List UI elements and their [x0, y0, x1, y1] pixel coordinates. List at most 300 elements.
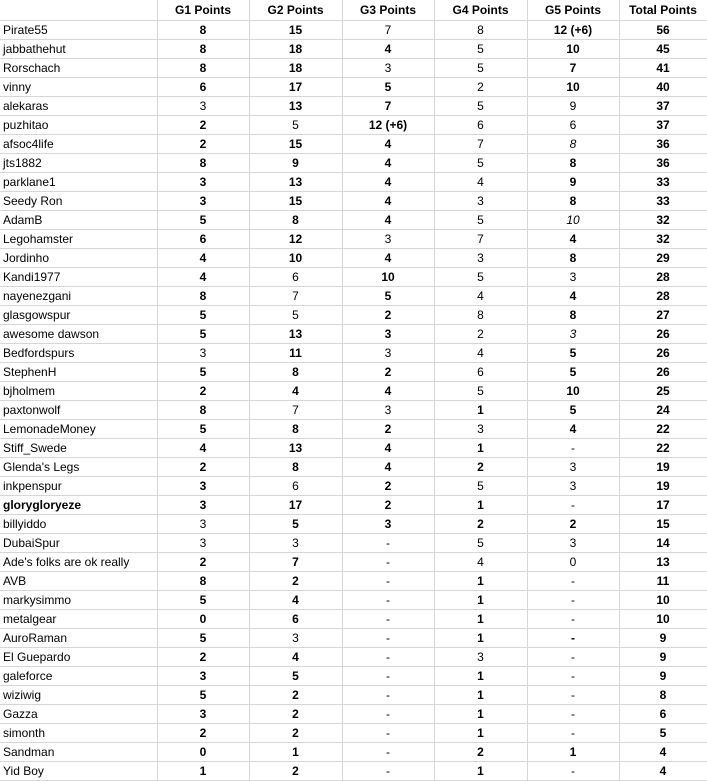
g5-points-cell[interactable]: 5 — [527, 343, 619, 362]
g2-points-cell[interactable]: 5 — [249, 666, 342, 685]
g1-points-cell[interactable]: 2 — [157, 552, 249, 571]
g3-points-cell[interactable]: 10 — [342, 267, 434, 286]
g1-points-cell[interactable]: 8 — [157, 286, 249, 305]
table-row — [0, 609, 707, 628]
total-points-cell[interactable]: 25 — [619, 381, 707, 400]
g4-points-cell[interactable]: 3 — [434, 191, 527, 210]
g2-points-cell[interactable]: 13 — [249, 438, 342, 457]
total-points-cell[interactable]: 4 — [619, 761, 707, 780]
g5-points-cell[interactable]: - — [527, 761, 619, 780]
g1-points-cell[interactable]: 5 — [157, 590, 249, 609]
player-name[interactable]: alekaras — [0, 96, 157, 115]
g2-points-cell[interactable]: 13 — [249, 172, 342, 191]
g2-points-cell[interactable]: 18 — [249, 58, 342, 77]
g4-points-cell[interactable]: 2 — [434, 514, 527, 533]
g4-points-cell[interactable]: 5 — [434, 153, 527, 172]
table-row — [0, 514, 707, 533]
g4-points-cell[interactable]: 1 — [434, 590, 527, 609]
total-points-cell[interactable]: 4 — [619, 742, 707, 761]
g3-points-cell[interactable]: - — [342, 628, 434, 647]
g2-points-cell[interactable]: 13 — [249, 96, 342, 115]
header-g1-points[interactable]: G1 Points — [157, 0, 249, 20]
g5-points-cell[interactable]: - — [527, 609, 619, 628]
header-total-points[interactable]: Total Points — [619, 0, 707, 20]
table-row — [0, 533, 707, 552]
g4-points-cell[interactable]: 1 — [434, 761, 527, 780]
table-row — [0, 438, 707, 457]
header-g5-points[interactable]: G5 Points — [527, 0, 619, 20]
table-row — [0, 134, 707, 153]
player-name[interactable]: vinny — [0, 77, 157, 96]
g1-points-cell[interactable]: 8 — [157, 58, 249, 77]
player-name[interactable]: wiziwig — [0, 685, 157, 704]
player-name[interactable]: nayenezgani — [0, 286, 157, 305]
g3-points-cell[interactable]: - — [342, 571, 434, 590]
g4-points-cell[interactable]: 1 — [434, 704, 527, 723]
g3-points-cell[interactable]: 2 — [342, 419, 434, 438]
g4-points-cell[interactable]: 5 — [434, 533, 527, 552]
g5-points-cell[interactable]: 12 (+6) — [527, 20, 619, 39]
player-name[interactable]: Rorschach — [0, 58, 157, 77]
g3-points-cell[interactable]: 3 — [342, 343, 434, 362]
header-g4-points[interactable]: G4 Points — [434, 0, 527, 20]
g5-points-cell[interactable]: - — [527, 628, 619, 647]
g5-points-cell[interactable]: 3 — [527, 457, 619, 476]
g4-points-cell[interactable]: 5 — [434, 58, 527, 77]
g5-points-cell[interactable]: 1 — [527, 742, 619, 761]
header-g3-points[interactable]: G3 Points — [342, 0, 434, 20]
g3-points-cell[interactable]: - — [342, 704, 434, 723]
player-name[interactable]: paxtonwolf — [0, 400, 157, 419]
g2-points-cell[interactable]: 11 — [249, 343, 342, 362]
g2-points-cell[interactable]: 10 — [249, 248, 342, 267]
total-points-cell[interactable]: 33 — [619, 191, 707, 210]
g1-points-cell[interactable]: 4 — [157, 248, 249, 267]
total-points-cell[interactable]: 40 — [619, 77, 707, 96]
g3-points-cell[interactable]: 4 — [342, 457, 434, 476]
total-points-cell[interactable]: 27 — [619, 305, 707, 324]
g5-points-cell[interactable]: 10 — [527, 39, 619, 58]
g2-points-cell[interactable]: 1 — [249, 742, 342, 761]
g5-points-cell[interactable]: - — [527, 495, 619, 514]
g2-points-cell[interactable]: 7 — [249, 552, 342, 571]
g2-points-cell[interactable]: 8 — [249, 210, 342, 229]
g2-points-cell[interactable]: 15 — [249, 20, 342, 39]
g3-points-cell[interactable]: 2 — [342, 495, 434, 514]
g3-points-cell[interactable]: - — [342, 666, 434, 685]
g3-points-cell[interactable]: - — [342, 742, 434, 761]
g1-points-cell[interactable]: 3 — [157, 191, 249, 210]
total-points-cell[interactable]: 22 — [619, 419, 707, 438]
player-name[interactable]: AdamB — [0, 210, 157, 229]
g5-points-cell[interactable]: - — [527, 704, 619, 723]
g5-points-cell[interactable]: 4 — [527, 286, 619, 305]
player-name[interactable]: simonth — [0, 723, 157, 742]
g4-points-cell[interactable]: 3 — [434, 248, 527, 267]
g5-points-cell[interactable]: 4 — [527, 419, 619, 438]
g1-points-cell[interactable]: 3 — [157, 533, 249, 552]
g3-points-cell[interactable]: - — [342, 685, 434, 704]
g5-points-cell[interactable]: 0 — [527, 552, 619, 571]
g4-points-cell[interactable]: 5 — [434, 476, 527, 495]
g2-points-cell[interactable]: 8 — [249, 419, 342, 438]
g2-points-cell[interactable]: 17 — [249, 495, 342, 514]
total-points-cell[interactable]: 26 — [619, 343, 707, 362]
player-name[interactable]: afsoc4life — [0, 134, 157, 153]
player-name[interactable]: AuroRaman — [0, 628, 157, 647]
g1-points-cell[interactable]: 3 — [157, 495, 249, 514]
g1-points-cell[interactable]: 4 — [157, 267, 249, 286]
g2-points-cell[interactable]: 6 — [249, 267, 342, 286]
total-points-cell[interactable]: 33 — [619, 172, 707, 191]
total-points-cell[interactable]: 37 — [619, 115, 707, 134]
player-name[interactable]: parklane1 — [0, 172, 157, 191]
g3-points-cell[interactable]: - — [342, 552, 434, 571]
g2-points-cell[interactable]: 5 — [249, 305, 342, 324]
player-name[interactable]: puzhitao — [0, 115, 157, 134]
player-name[interactable]: Pirate55 — [0, 20, 157, 39]
table-row — [0, 58, 707, 77]
g4-points-cell[interactable]: 2 — [434, 742, 527, 761]
header-name[interactable] — [0, 0, 157, 20]
total-points-cell[interactable]: 15 — [619, 514, 707, 533]
total-points-cell[interactable]: 56 — [619, 20, 707, 39]
g5-points-cell[interactable]: - — [527, 666, 619, 685]
g4-points-cell[interactable]: 6 — [434, 115, 527, 134]
player-name[interactable]: jts1882 — [0, 153, 157, 172]
g1-points-cell[interactable]: 5 — [157, 305, 249, 324]
g3-points-cell[interactable]: 7 — [342, 20, 434, 39]
g2-points-cell[interactable]: 7 — [249, 400, 342, 419]
total-points-cell[interactable]: 19 — [619, 457, 707, 476]
g5-points-cell[interactable]: - — [527, 438, 619, 457]
g1-points-cell[interactable]: 3 — [157, 96, 249, 115]
g3-points-cell[interactable]: 3 — [342, 229, 434, 248]
player-name[interactable]: El Guepardo — [0, 647, 157, 666]
player-name[interactable]: Gazza — [0, 704, 157, 723]
player-name[interactable]: Ade's folks are ok really — [0, 552, 157, 571]
g3-points-cell[interactable]: - — [342, 609, 434, 628]
g1-points-cell[interactable]: 2 — [157, 381, 249, 400]
g4-points-cell[interactable]: 5 — [434, 381, 527, 400]
g1-points-cell[interactable]: 8 — [157, 153, 249, 172]
total-points-cell[interactable]: 37 — [619, 96, 707, 115]
player-name[interactable]: glorygloryeze — [0, 495, 157, 514]
g5-points-cell[interactable]: - — [527, 647, 619, 666]
g3-points-cell[interactable]: 4 — [342, 191, 434, 210]
g2-points-cell[interactable]: 3 — [249, 628, 342, 647]
total-points-cell[interactable]: 5 — [619, 723, 707, 742]
g5-points-cell[interactable]: 8 — [527, 305, 619, 324]
total-points-cell[interactable]: 36 — [619, 153, 707, 172]
g5-points-cell[interactable]: 3 — [527, 476, 619, 495]
g5-points-cell[interactable]: - — [527, 685, 619, 704]
g4-points-cell[interactable]: 1 — [434, 438, 527, 457]
g1-points-cell[interactable]: 5 — [157, 210, 249, 229]
total-points-cell[interactable]: 6 — [619, 704, 707, 723]
g2-points-cell[interactable]: 2 — [249, 571, 342, 590]
header-g2-points[interactable]: G2 Points — [249, 0, 342, 20]
g4-points-cell[interactable]: 2 — [434, 457, 527, 476]
g1-points-cell[interactable]: 3 — [157, 172, 249, 191]
total-points-cell[interactable]: 17 — [619, 495, 707, 514]
g5-points-cell[interactable]: 7 — [527, 58, 619, 77]
g1-points-cell[interactable]: 3 — [157, 476, 249, 495]
g1-points-cell[interactable]: 2 — [157, 115, 249, 134]
g2-points-cell[interactable]: 4 — [249, 381, 342, 400]
g4-points-cell[interactable]: 4 — [434, 552, 527, 571]
g3-points-cell[interactable]: 3 — [342, 400, 434, 419]
g5-points-cell[interactable]: 3 — [527, 324, 619, 343]
g4-points-cell[interactable]: 6 — [434, 362, 527, 381]
g2-points-cell[interactable]: 4 — [249, 647, 342, 666]
player-name[interactable]: AVB — [0, 571, 157, 590]
g1-points-cell[interactable]: 0 — [157, 609, 249, 628]
g1-points-cell[interactable]: 8 — [157, 400, 249, 419]
g5-points-cell[interactable]: 2 — [527, 514, 619, 533]
g5-points-cell[interactable]: - — [527, 571, 619, 590]
g4-points-cell[interactable]: 5 — [434, 267, 527, 286]
player-name[interactable]: DubaiSpur — [0, 533, 157, 552]
g2-points-cell[interactable]: 2 — [249, 723, 342, 742]
player-name[interactable]: billyiddo — [0, 514, 157, 533]
g1-points-cell[interactable]: 3 — [157, 666, 249, 685]
total-points-cell[interactable]: 13 — [619, 552, 707, 571]
g5-points-cell[interactable]: 10 — [527, 210, 619, 229]
total-points-cell[interactable]: 24 — [619, 400, 707, 419]
player-name[interactable]: StephenH — [0, 362, 157, 381]
g2-points-cell[interactable]: 7 — [249, 286, 342, 305]
g4-points-cell[interactable]: 5 — [434, 96, 527, 115]
g1-points-cell[interactable]: 8 — [157, 20, 249, 39]
player-name[interactable]: Kandi1977 — [0, 267, 157, 286]
g3-points-cell[interactable]: 12 (+6) — [342, 115, 434, 134]
g4-points-cell[interactable]: 1 — [434, 666, 527, 685]
g5-points-cell[interactable]: 8 — [527, 153, 619, 172]
g3-points-cell[interactable]: 4 — [342, 381, 434, 400]
g1-points-cell[interactable]: 4 — [157, 438, 249, 457]
g3-points-cell[interactable]: 2 — [342, 362, 434, 381]
player-name[interactable]: LemonadeMoney — [0, 419, 157, 438]
g4-points-cell[interactable]: 8 — [434, 20, 527, 39]
g1-points-cell[interactable]: 8 — [157, 571, 249, 590]
g3-points-cell[interactable]: 4 — [342, 248, 434, 267]
g5-points-cell[interactable]: 5 — [527, 400, 619, 419]
total-points-cell[interactable]: 28 — [619, 267, 707, 286]
total-points-cell[interactable]: 14 — [619, 533, 707, 552]
g2-points-cell[interactable]: 8 — [249, 457, 342, 476]
total-points-cell[interactable]: 9 — [619, 647, 707, 666]
g4-points-cell[interactable]: 1 — [434, 723, 527, 742]
g5-points-cell[interactable]: - — [527, 723, 619, 742]
total-points-cell[interactable]: 8 — [619, 685, 707, 704]
g5-points-cell[interactable]: 10 — [527, 77, 619, 96]
g5-points-cell[interactable]: 5 — [527, 362, 619, 381]
g4-points-cell[interactable]: 4 — [434, 286, 527, 305]
g1-points-cell[interactable]: 3 — [157, 343, 249, 362]
g5-points-cell[interactable]: 6 — [527, 115, 619, 134]
g1-points-cell[interactable]: 3 — [157, 514, 249, 533]
g3-points-cell[interactable]: 4 — [342, 438, 434, 457]
g2-points-cell[interactable]: 2 — [249, 704, 342, 723]
g3-points-cell[interactable]: 3 — [342, 514, 434, 533]
player-name[interactable]: jabbathehut — [0, 39, 157, 58]
total-points-cell[interactable]: 45 — [619, 39, 707, 58]
g3-points-cell[interactable]: 7 — [342, 96, 434, 115]
g2-points-cell[interactable]: 13 — [249, 324, 342, 343]
total-points-cell[interactable]: 9 — [619, 628, 707, 647]
g3-points-cell[interactable]: 4 — [342, 39, 434, 58]
player-name[interactable]: galeforce — [0, 666, 157, 685]
g5-points-cell[interactable]: 3 — [527, 267, 619, 286]
g3-points-cell[interactable]: - — [342, 723, 434, 742]
player-name[interactable]: Legohamster — [0, 229, 157, 248]
total-points-cell[interactable]: 29 — [619, 248, 707, 267]
total-points-cell[interactable]: 28 — [619, 286, 707, 305]
total-points-cell[interactable]: 9 — [619, 666, 707, 685]
g3-points-cell[interactable]: 3 — [342, 58, 434, 77]
g5-points-cell[interactable]: 10 — [527, 381, 619, 400]
player-name[interactable]: Stiff_Swede — [0, 438, 157, 457]
g4-points-cell[interactable]: 5 — [434, 210, 527, 229]
table-row — [0, 571, 707, 590]
g2-points-cell[interactable]: 15 — [249, 134, 342, 153]
player-name[interactable]: bjholmem — [0, 381, 157, 400]
player-name[interactable]: Jordinho — [0, 248, 157, 267]
total-points-cell[interactable]: 32 — [619, 229, 707, 248]
g1-points-cell[interactable]: 5 — [157, 419, 249, 438]
g3-points-cell[interactable]: - — [342, 590, 434, 609]
table-row — [0, 343, 707, 362]
g1-points-cell[interactable]: 5 — [157, 324, 249, 343]
g3-points-cell[interactable]: 2 — [342, 305, 434, 324]
g3-points-cell[interactable]: 4 — [342, 172, 434, 191]
g5-points-cell[interactable]: 9 — [527, 172, 619, 191]
g4-points-cell[interactable]: 1 — [434, 685, 527, 704]
total-points-cell[interactable]: 22 — [619, 438, 707, 457]
g2-points-cell[interactable]: 15 — [249, 191, 342, 210]
g3-points-cell[interactable]: 3 — [342, 324, 434, 343]
g2-points-cell[interactable]: 5 — [249, 514, 342, 533]
g5-points-cell[interactable]: 4 — [527, 229, 619, 248]
g4-points-cell[interactable]: 3 — [434, 647, 527, 666]
g3-points-cell[interactable]: 4 — [342, 153, 434, 172]
g2-points-cell[interactable]: 5 — [249, 115, 342, 134]
g4-points-cell[interactable]: 5 — [434, 39, 527, 58]
table-row — [0, 39, 707, 58]
g4-points-cell[interactable]: 4 — [434, 172, 527, 191]
player-name[interactable]: Bedfordspurs — [0, 343, 157, 362]
g3-points-cell[interactable]: 5 — [342, 286, 434, 305]
g1-points-cell[interactable]: 3 — [157, 704, 249, 723]
g4-points-cell[interactable]: 1 — [434, 495, 527, 514]
g2-points-cell[interactable]: 9 — [249, 153, 342, 172]
g3-points-cell[interactable]: 4 — [342, 210, 434, 229]
g2-points-cell[interactable]: 12 — [249, 229, 342, 248]
g3-points-cell[interactable]: - — [342, 533, 434, 552]
g5-points-cell[interactable]: 9 — [527, 96, 619, 115]
g2-points-cell[interactable]: 6 — [249, 476, 342, 495]
player-name[interactable]: Glenda's Legs — [0, 457, 157, 476]
g1-points-cell[interactable]: 2 — [157, 723, 249, 742]
g1-points-cell[interactable]: 2 — [157, 457, 249, 476]
g5-points-cell[interactable]: - — [527, 590, 619, 609]
g1-points-cell[interactable]: 2 — [157, 647, 249, 666]
player-name[interactable]: glasgowspur — [0, 305, 157, 324]
g3-points-cell[interactable]: - — [342, 761, 434, 780]
player-name[interactable]: markysimmo — [0, 590, 157, 609]
g3-points-cell[interactable]: 4 — [342, 134, 434, 153]
g2-points-cell[interactable]: 2 — [249, 761, 342, 780]
g2-points-cell[interactable]: 17 — [249, 77, 342, 96]
g3-points-cell[interactable]: 2 — [342, 476, 434, 495]
g2-points-cell[interactable]: 3 — [249, 533, 342, 552]
total-points-cell[interactable]: 41 — [619, 58, 707, 77]
g3-points-cell[interactable]: - — [342, 647, 434, 666]
g5-points-cell[interactable]: 3 — [527, 533, 619, 552]
g4-points-cell[interactable]: 7 — [434, 229, 527, 248]
g1-points-cell[interactable]: 5 — [157, 628, 249, 647]
g5-points-cell[interactable]: 8 — [527, 134, 619, 153]
g2-points-cell[interactable]: 2 — [249, 685, 342, 704]
total-points-cell[interactable]: 10 — [619, 609, 707, 628]
g1-points-cell[interactable]: 5 — [157, 362, 249, 381]
g4-points-cell[interactable]: 1 — [434, 571, 527, 590]
g4-points-cell[interactable]: 1 — [434, 609, 527, 628]
player-name[interactable]: metalgear — [0, 609, 157, 628]
g1-points-cell[interactable]: 6 — [157, 77, 249, 96]
g5-points-cell[interactable]: 8 — [527, 191, 619, 210]
g3-points-cell[interactable]: 5 — [342, 77, 434, 96]
total-points-cell[interactable]: 10 — [619, 590, 707, 609]
g1-points-cell[interactable]: 0 — [157, 742, 249, 761]
total-points-cell[interactable]: 36 — [619, 134, 707, 153]
g4-points-cell[interactable]: 4 — [434, 343, 527, 362]
g5-points-cell[interactable]: 8 — [527, 248, 619, 267]
g1-points-cell[interactable]: 2 — [157, 134, 249, 153]
g4-points-cell[interactable]: 7 — [434, 134, 527, 153]
player-name[interactable]: awesome dawson — [0, 324, 157, 343]
player-name[interactable]: Seedy Ron — [0, 191, 157, 210]
total-points-cell[interactable]: 19 — [619, 476, 707, 495]
table-row — [0, 685, 707, 704]
g4-points-cell[interactable]: 2 — [434, 324, 527, 343]
total-points-cell[interactable]: 32 — [619, 210, 707, 229]
g2-points-cell[interactable]: 4 — [249, 590, 342, 609]
g4-points-cell[interactable]: 3 — [434, 419, 527, 438]
g4-points-cell[interactable]: 1 — [434, 628, 527, 647]
g4-points-cell[interactable]: 2 — [434, 77, 527, 96]
table-row — [0, 96, 707, 115]
table-row — [0, 381, 707, 400]
g2-points-cell[interactable]: 8 — [249, 362, 342, 381]
g1-points-cell[interactable]: 8 — [157, 39, 249, 58]
g1-points-cell[interactable]: 1 — [157, 761, 249, 780]
g2-points-cell[interactable]: 6 — [249, 609, 342, 628]
g4-points-cell[interactable]: 1 — [434, 400, 527, 419]
player-name[interactable]: Sandman — [0, 742, 157, 761]
total-points-cell[interactable]: 26 — [619, 362, 707, 381]
total-points-cell[interactable]: 26 — [619, 324, 707, 343]
g4-points-cell[interactable]: 8 — [434, 305, 527, 324]
player-name[interactable]: inkpenspur — [0, 476, 157, 495]
g2-points-cell[interactable]: 18 — [249, 39, 342, 58]
total-points-cell[interactable]: 11 — [619, 571, 707, 590]
g1-points-cell[interactable]: 6 — [157, 229, 249, 248]
table-row — [0, 286, 707, 305]
g1-points-cell[interactable]: 5 — [157, 685, 249, 704]
player-name[interactable]: Yid Boy — [0, 761, 157, 780]
